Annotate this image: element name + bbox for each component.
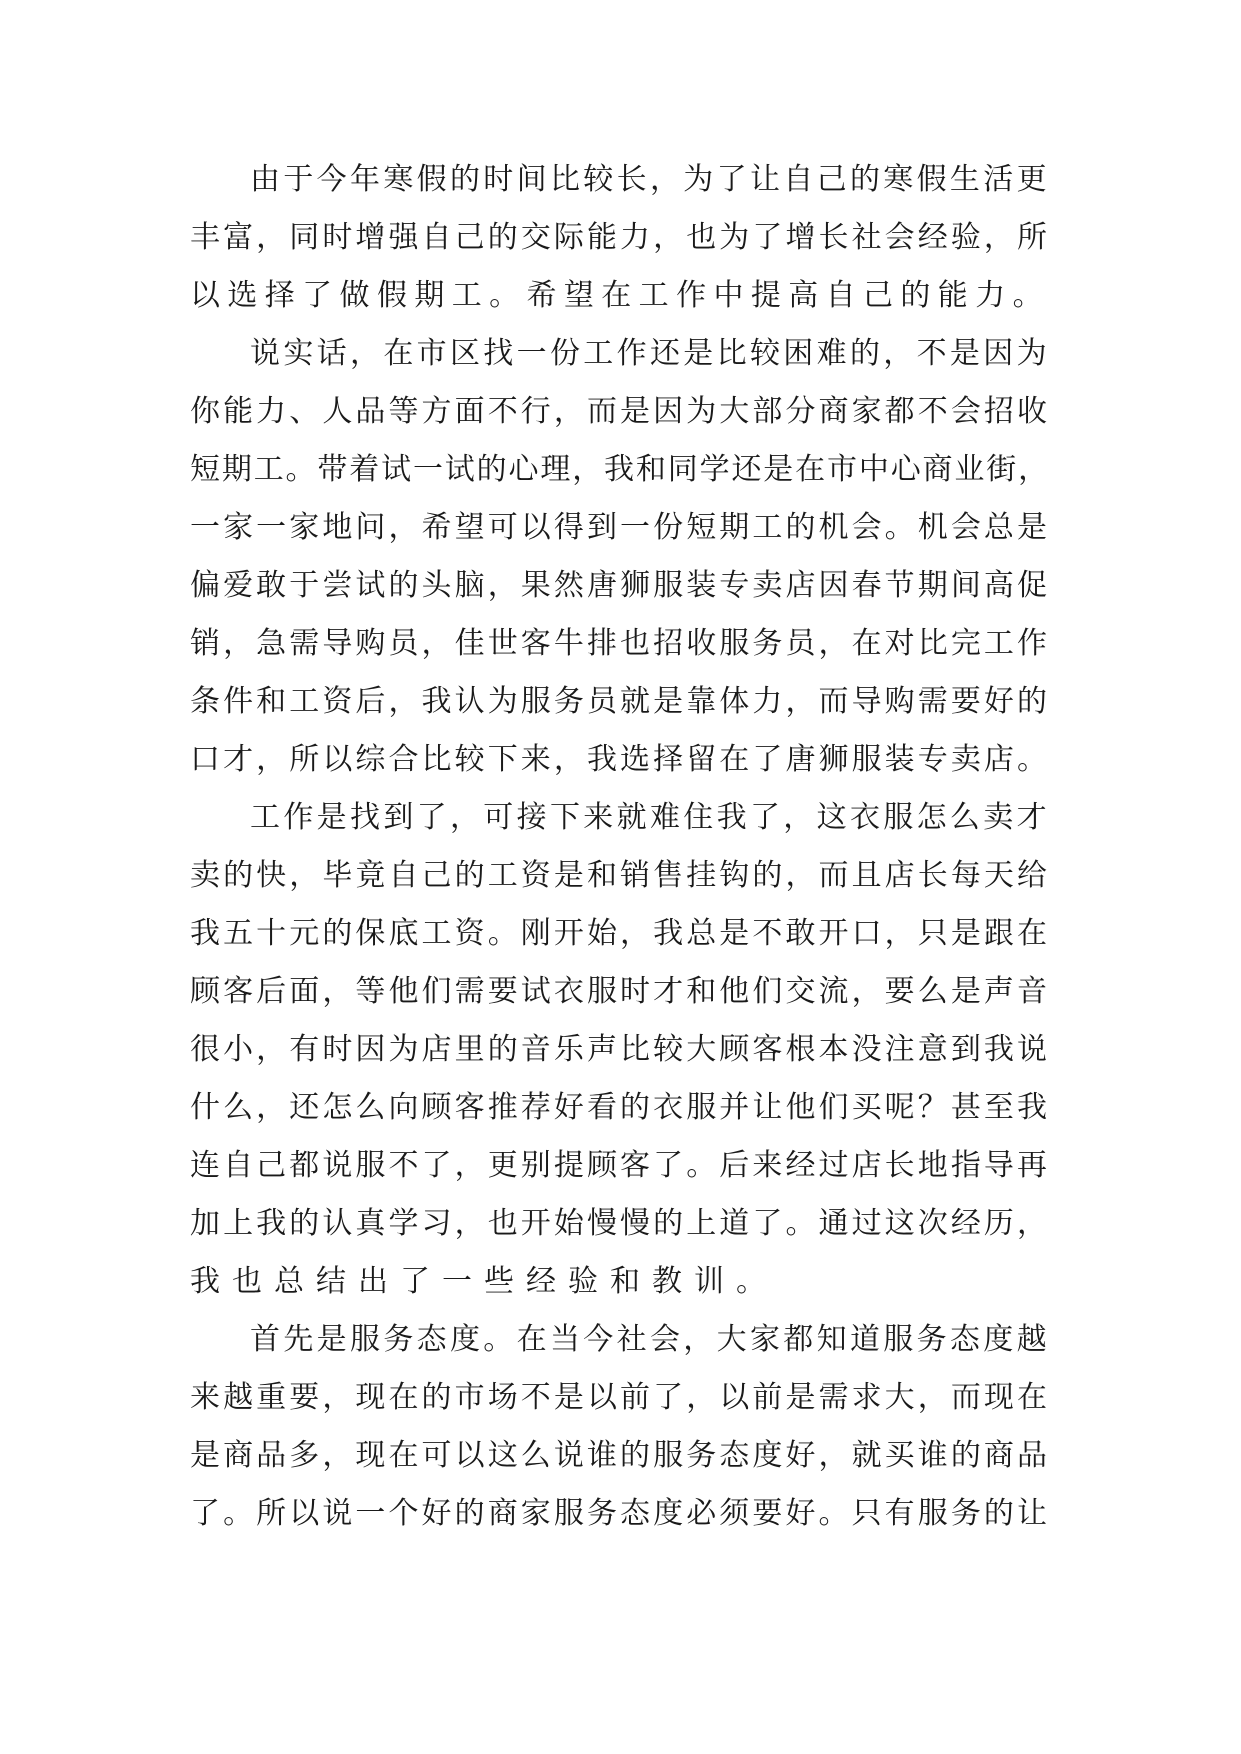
line-23-text: 是商品多，现在可以这么说谁的服务态度好，就买谁的商品 — [190, 1438, 1051, 1473]
line-18 — [190, 1137, 1050, 1195]
line-13 — [190, 847, 1050, 905]
line-14-text: 我五十元的保底工资。刚开始，我总是不敢开口，只是跟在 — [190, 916, 1051, 951]
line-5-text: 你能力、人品等方面不行，而是因为大部分商家都不会招收 — [190, 394, 1051, 429]
line-22-text: 来越重要，现在的市场不是以前了，以前是需求大，而现在 — [190, 1380, 1051, 1415]
line-7 — [190, 499, 1050, 557]
line-18-text: 连自己都说服不了，更别提顾客了。后来经过店长地指导再 — [190, 1148, 1051, 1183]
line-11 — [190, 731, 1050, 789]
line-1 — [250, 151, 1050, 209]
line-6 — [190, 441, 1050, 499]
line-20-text: 我也总结出了一些经验和教训。 — [190, 1264, 778, 1299]
line-23 — [190, 1427, 1050, 1485]
line-6-text: 短期工。带着试一试的心理，我和同学还是在市中心商业街， — [190, 452, 1050, 487]
line-3-text: 以选择了做假期工。希望在工作中提高自己的能力。 — [190, 278, 1050, 313]
line-21-text: 首先是服务态度。在当今社会，大家都知道服务态度越 — [250, 1322, 1050, 1357]
line-2 — [190, 209, 1050, 267]
line-8-text: 偏爱敢于尝试的头脑，果然唐狮服装专卖店因春节期间高促 — [190, 568, 1051, 603]
line-4 — [250, 325, 1050, 383]
line-5 — [190, 383, 1050, 441]
line-24-text: 了。所以说一个好的商家服务态度必须要好。只有服务的让 — [190, 1496, 1051, 1531]
line-22 — [190, 1369, 1050, 1427]
line-2-text: 丰富，同时增强自己的交际能力，也为了增长社会经验，所 — [190, 220, 1051, 255]
line-7-text: 一家一家地问，希望可以得到一份短期工的机会。机会总是 — [190, 510, 1051, 545]
line-9-text: 销，急需导购员，佳世客牛排也招收服务员，在对比完工作 — [190, 626, 1051, 661]
line-24 — [190, 1485, 1050, 1543]
line-15-text: 顾客后面，等他们需要试衣服时才和他们交流，要么是声音 — [190, 974, 1051, 1009]
line-13-text: 卖的快，毕竟自己的工资是和销售挂钩的，而且店长每天给 — [190, 858, 1051, 893]
line-12-text: 工作是找到了，可接下来就难住我了，这衣服怎么卖才 — [250, 800, 1050, 835]
line-3 — [190, 267, 1050, 325]
line-4-text: 说实话，在市区找一份工作还是比较困难的，不是因为 — [250, 336, 1050, 371]
line-20 — [190, 1253, 778, 1311]
line-15 — [190, 963, 1050, 1021]
line-17-text: 什么，还怎么向顾客推荐好看的衣服并让他们买呢？甚至我 — [190, 1090, 1051, 1125]
line-19 — [190, 1195, 1050, 1253]
line-16-text: 很小，有时因为店里的音乐声比较大顾客根本没注意到我说 — [190, 1032, 1051, 1067]
line-8 — [190, 557, 1050, 615]
line-17 — [190, 1079, 1050, 1137]
line-19-text: 加上我的认真学习，也开始慢慢的上道了。通过这次经历， — [190, 1206, 1051, 1241]
line-11-text: 口才，所以综合比较下来，我选择留在了唐狮服装专卖店。 — [190, 742, 1051, 777]
line-10-text: 条件和工资后，我认为服务员就是靠体力，而导购需要好的 — [190, 684, 1051, 719]
line-14 — [190, 905, 1050, 963]
line-12 — [250, 789, 1050, 847]
line-16 — [190, 1021, 1050, 1079]
line-21 — [250, 1311, 1050, 1369]
line-9 — [190, 615, 1050, 673]
line-1-text: 由于今年寒假的时间比较长，为了让自己的寒假生活更 — [250, 162, 1050, 197]
line-10 — [190, 673, 1050, 731]
